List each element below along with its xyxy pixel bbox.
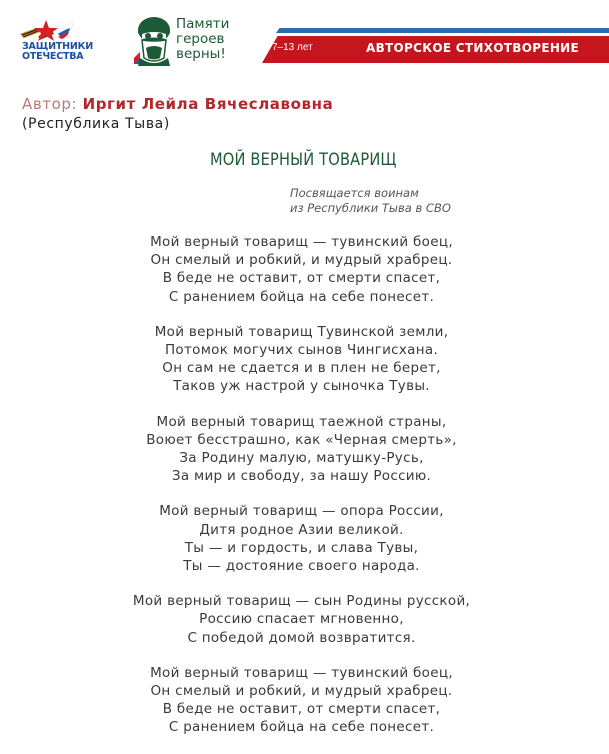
blue-stripe	[276, 28, 609, 33]
dedication-line: Посвящается воинам	[290, 186, 419, 200]
stanza	[0, 233, 609, 306]
poem-line: Таков уж настрой у сыночка Тувы.	[173, 378, 430, 395]
dedication	[290, 186, 451, 216]
dedication-line: из Республики Тыва в СВО	[290, 201, 451, 215]
poem-line: Потомок могучих сынов Чингисхана.	[164, 342, 439, 359]
poem-line: Россию спасает мгновенно,	[199, 611, 404, 628]
poem-line: Он смелый и робкий, и мудрый храбрец.	[150, 683, 453, 700]
poem-line: Мой верный товарищ — тувинский боец,	[150, 234, 453, 250]
poem-line: Мой верный товарищ — сын Родины русской,	[132, 593, 471, 610]
stanza	[0, 323, 609, 396]
soldier-helmet-icon	[130, 14, 174, 66]
star-ribbon-flag-icon	[18, 20, 118, 42]
stanza	[0, 664, 609, 737]
header	[0, 0, 609, 80]
logo-line-1: Памяти	[176, 16, 230, 32]
poem-line: Мой верный товарищ — опора России,	[159, 503, 444, 520]
poem-line: С победой домой возвратится.	[187, 629, 416, 646]
stanza	[0, 413, 609, 486]
poem-line: Мой верный товарищ таежной страны,	[156, 413, 447, 430]
author-region: (Республика Тыва)	[22, 116, 170, 132]
poem-line: С ранением бойца на себе понесет.	[168, 719, 435, 736]
author-name: Иргит Лейла Вячеславовна	[82, 95, 334, 113]
poem-line: Он смелый и робкий, и мудрый храбрец.	[150, 252, 453, 269]
poem-line: Дитя родное Азии великой.	[199, 521, 404, 538]
logo-line-2: ОТЕЧЕСТВА	[22, 51, 84, 62]
poem-line: Ты — достояние своего народа.	[183, 558, 420, 575]
poem-line: В беде не оставит, от смерти спасет,	[162, 701, 441, 718]
poem-line: Воюет бесстрашно, как «Черная смерть»,	[146, 431, 457, 448]
age-group-label: 7–13 лет	[272, 42, 313, 53]
defenders-logo	[18, 20, 118, 64]
poem-line: С ранением бойца на себе понесет.	[168, 288, 435, 305]
poem-body	[0, 233, 609, 754]
poem-line: Он сам не сдается и в плен не берет,	[162, 360, 441, 377]
logo-line-3: верны!	[176, 46, 226, 62]
category-title: АВТОРСКОЕ СТИХОТВОРЕНИЕ	[366, 41, 580, 55]
poem-line: Мой верный товарищ — тувинский боец,	[150, 664, 453, 681]
stanza	[0, 592, 609, 647]
memory-heroes-logo	[130, 14, 255, 66]
poem-title: МОЙ ВЕРНЫЙ ТОВАРИЩ	[210, 150, 397, 170]
poem-line: За Родину малую, матушку-Русь,	[179, 450, 424, 467]
poem-line: Ты — и гордость, и слава Тувы,	[184, 539, 419, 556]
poem-line: За мир и свободу, за нашу Россию.	[171, 468, 432, 485]
stanza	[0, 502, 609, 575]
poem-line: Мой верный товарищ Тувинской земли,	[154, 323, 449, 340]
author-label: Автор:	[22, 95, 83, 113]
logo-line-1: ЗАЩИТНИКИ	[22, 41, 93, 52]
poem-line: В беде не оставит, от смерти спасет,	[162, 270, 441, 287]
author-line	[22, 95, 333, 113]
logo-line-2: героев	[176, 31, 225, 47]
